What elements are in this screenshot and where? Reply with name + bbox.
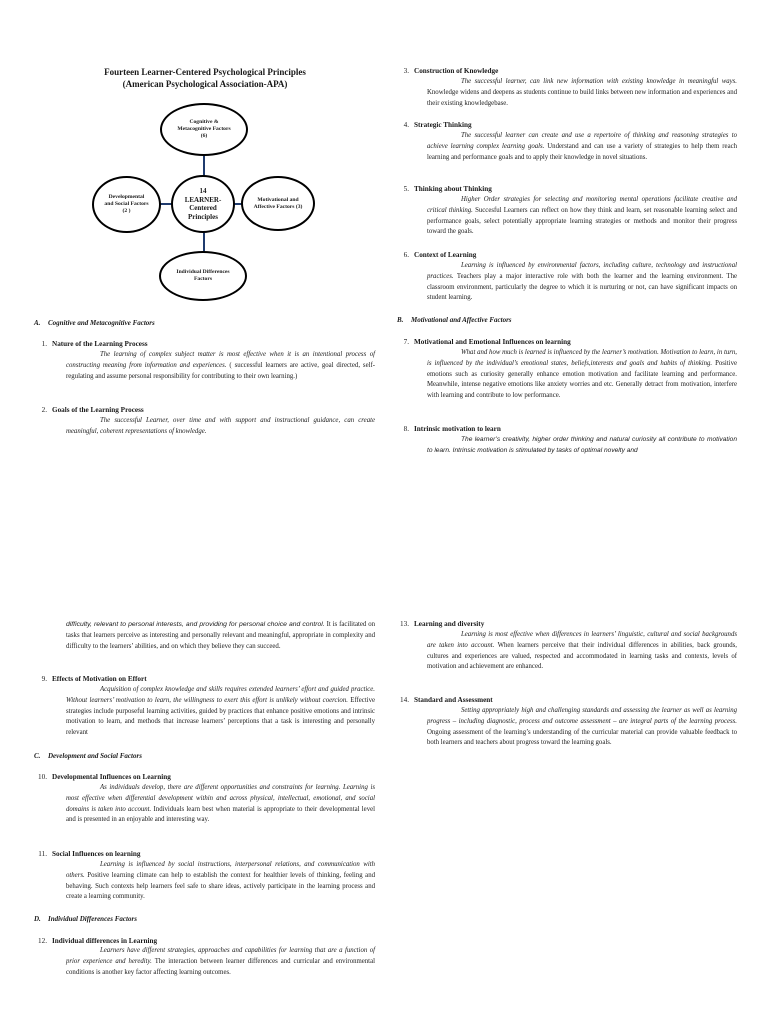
principle-12-text: The interaction between learner differences and curricular and environmental conditions is another key factor affecting learning outcomes. <box>66 957 375 976</box>
section-c-heading <box>34 751 142 761</box>
principle-7-heading <box>391 337 571 347</box>
principle-12-title: Individual differences in Learning <box>52 937 158 945</box>
section-b-heading <box>397 315 512 325</box>
principle-14-title: Standard and Assessment <box>414 696 493 704</box>
principle-4-text: Understand and can use a variety of strategies to help them reach learning and performance goals and to apply their knowledge in novel situations. <box>427 142 738 161</box>
principle-4-italic: The successful learner can create and use a repertoire of thinking and reasoning strategies to achieve learning complex learning goals. <box>427 132 737 150</box>
principle-5-body <box>427 195 737 238</box>
node-motivational <box>241 176 315 231</box>
principle-8-continued <box>66 620 375 652</box>
principle-6-number: 6. <box>403 251 409 259</box>
section-c-letter: C. <box>34 752 41 760</box>
principle-5-heading <box>391 184 492 194</box>
section-b-letter: B. <box>397 316 404 324</box>
section-c-title: Development and Social Factors <box>48 752 142 760</box>
principle-12-heading <box>29 936 157 946</box>
principle-2-number: 2. <box>41 406 47 414</box>
principle-9-title: Effects of Motivation on Effort <box>52 675 147 683</box>
principle-9-body <box>66 685 375 739</box>
principle-4-heading <box>391 120 472 130</box>
node-cognitive <box>160 103 248 156</box>
principle-13-italic: Learning is most effective when differences in learners’ linguistic, cultural and social backgrounds are taken into account. <box>427 631 737 649</box>
principle-1-italic: The learning of complex subject matter is most effective when it is an intentional process of constructing meaning from information and experiences. <box>66 351 375 369</box>
principle-8-heading <box>391 424 501 434</box>
node-cognitive-label: Cognitive & Metacognitive Factors (6) <box>177 119 231 139</box>
principle-1-body <box>66 350 375 382</box>
principle-8-body <box>427 435 737 457</box>
principle-13-number: 13. <box>400 620 409 628</box>
principle-1-number: 1. <box>41 340 47 348</box>
principle-3-italic: The successful learner, can link new information with existing knowledge in meaningful ways. <box>461 78 737 85</box>
principle-14-number: 14. <box>400 696 409 704</box>
principle-11-title: Social Influences on learning <box>52 850 141 858</box>
section-d-title: Individual Differences Factors <box>48 915 137 923</box>
principle-10-body <box>66 783 375 826</box>
principle-7-italic: What and how much is learned is influenced by the learner’s motivation. Motivation to learn, in turn, is influenced by the individual’s emotional states, beliefs,interests and goals and habits of thinking. <box>427 349 737 367</box>
principle-8-continued-italic: difficulty, relevant to personal interests, and providing for personal choice and control. <box>66 621 325 628</box>
principle-8-italic: The learner’s creativity, higher order thinking and natural curiosity all contribute to motivation to learn. Intrinsic motivation is stimulated by tasks of optimal novelty and <box>427 436 737 454</box>
principle-6-italic: Learning is influenced by environmental factors, including culture, technology and instructional practices. <box>427 262 737 280</box>
principle-11-italic: Learning is influenced by social instructions, interpersonal relations, and communication with others. <box>66 861 375 879</box>
principle-7-title: Motivational and Emotional Influences on learning <box>414 338 571 346</box>
node-motivational-label: Motivational and Affective Factors (3) <box>253 196 303 210</box>
node-center-number: 14 <box>199 187 207 195</box>
principle-12-number: 12. <box>38 937 47 945</box>
principle-10-italic: As individuals develop, there are different opportunities and constraints for learning. Learning is most effective when differential development within and across physical, intellectual, emotional, and social domains is taken into account. <box>66 784 375 813</box>
principle-2-body <box>66 416 375 438</box>
principle-9-number: 9. <box>41 675 47 683</box>
principle-13-title: Learning and diversity <box>414 620 485 628</box>
node-center <box>171 175 235 233</box>
principle-8-number: 8. <box>403 425 409 433</box>
principle-3-body <box>427 77 737 109</box>
principle-14-italic: Setting appropriately high and challenging standards and assessing the learner as well as learning progress – including diagnostic, process and outcome assessment – are integral parts of the learning process. <box>427 707 737 725</box>
principle-3-number: 3. <box>403 67 409 75</box>
principle-12-italic: Learners have different strategies, approaches and capabilities for learning that are a function of prior experience and heredity. <box>66 947 375 965</box>
section-d-letter: D. <box>34 915 41 923</box>
principle-1-heading <box>29 339 148 349</box>
principle-8-continued-text: It is facilitated on tasks that learners perceive as interesting and personally relevant and meaningful, appropriate in complexity and difficulty to the learners’ abilities, and on which they believe they can succeed. <box>66 621 375 650</box>
principle-1-title: Nature of the Learning Process <box>52 340 148 348</box>
principle-11-text: Positive learning climate can help to establish the context for healthier levels of thinking, feeling and behaving. Such contexts help learners feel safe to share ideas, actively participate in the learning process and create a learning community. <box>66 871 375 901</box>
principle-12-body <box>66 946 375 978</box>
principle-9-heading <box>29 674 147 684</box>
principle-6-title: Context of Learning <box>414 251 477 259</box>
section-a-letter: A. <box>34 319 41 327</box>
principle-6-body <box>427 261 737 304</box>
title-line-1: Fourteen Learner-Centered Psychological Principles <box>104 67 306 77</box>
principle-14-body <box>427 706 737 749</box>
principle-4-body <box>427 131 737 163</box>
node-individual <box>159 251 247 301</box>
principle-2-title: Goals of the Learning Process <box>52 406 144 414</box>
principle-11-number: 11. <box>38 850 47 858</box>
principle-1-text: ( successful learners are active, goal directed, self-regulating and assume personal responsibility for contributing to their own learning.) <box>66 361 375 380</box>
principle-13-text: When learners perceive that their individual differences in abilities, back grounds, cultures and experiences are valued, respected and accommodated in learning tasks and contexts, levels of motivation and achievement are enhanced. <box>427 641 737 671</box>
principle-5-text: Succesful Learners can reflect on how they think and learn, set reasonable learning select and performance goals, select potentially appropriate learning strategies or methods and monitor their progress toward the goals. <box>427 206 737 236</box>
principle-9-italic: Acquisition of complex knowledge and skills requires extended learners’ effort and guided practice. Without learners’ motivation to learn, the willingness to exert this effort is unlikely without coercion. <box>66 686 375 704</box>
section-a-heading <box>34 318 155 328</box>
principle-7-number: 7. <box>403 338 409 346</box>
section-d-heading <box>34 914 137 924</box>
principle-13-heading <box>391 619 484 629</box>
principle-2-italic: The successful Learner, over time and with support and instructional guidance, can create meaningful, coherent representations of knowledge. <box>66 417 375 435</box>
principle-5-title: Thinking about Thinking <box>414 185 492 193</box>
node-center-label: LEARNER-Centered Principles <box>184 195 222 221</box>
principle-6-heading <box>391 250 476 260</box>
principle-7-body <box>427 348 737 402</box>
principle-4-number: 4. <box>403 121 409 129</box>
principle-10-text: Individuals learn best when material is appropriate to their developmental level and is presented in an enjoyable and interesting way. <box>66 805 375 824</box>
section-a-title: Cognitive and Metacognitive Factors <box>48 319 155 327</box>
section-b-title: Motivational and Affective Factors <box>411 316 512 324</box>
principle-3-title: Construction of Knowledge <box>414 67 499 75</box>
principle-11-heading <box>29 849 140 859</box>
principle-8-title: Intrinsic motivation to learn <box>414 425 501 433</box>
principle-7-text: Positive emotions such as curiosity generally enhance emotion motivation and facilitate learning and performance. Meanwhile, intense negative emotions like anxiety worries and etc. Generally detract from motivation, interfere with learning and contribute to low performance. <box>427 359 737 400</box>
principle-11-body <box>66 860 375 903</box>
principle-2-heading <box>29 405 144 415</box>
principle-5-italic: Higher Order strategies for selecting and monitoring mental operations facilitate creative and critical thinking. <box>427 196 737 214</box>
principle-3-heading <box>391 66 498 76</box>
principle-10-number: 10. <box>38 773 47 781</box>
principle-13-body <box>427 630 737 673</box>
principle-10-title: Developmental Influences on Learning <box>52 773 171 781</box>
principle-14-heading <box>391 695 493 705</box>
principle-14-text: Ongoing assessment of the learning’s understanding of the curricular material can provide valuable feedback to both learners and teachers about progress toward the learning goals. <box>427 728 737 747</box>
principle-10-heading <box>29 772 171 782</box>
principle-9-text: Effective strategies include purposeful learning activities, guided by practices that enhance positive emotions and intrinsic motivation to learn, and methods that increase learners’ perceptions that a task is interesting and personally relevant <box>66 696 376 737</box>
title-line-2: (American Psychological Association-APA) <box>122 79 288 89</box>
principle-4-title: Strategic Thinking <box>414 121 472 129</box>
principle-3-text: Knowledge widens and deepens as students continue to build links between new information and experiences and their existing knowledgebase. <box>427 88 737 107</box>
principle-6-text: Teachers play a major interactive role with both the learner and the learning environment. The classroom environment, particularly the degree to which it is nurturing or not, can have significant impacts on student learning. <box>427 272 737 302</box>
node-individual-label: Individual Differences Factors <box>176 269 230 282</box>
node-developmental <box>92 176 161 233</box>
principle-5-number: 5. <box>403 185 409 193</box>
node-developmental-label: Developmental and Social Factors (2 ) <box>104 194 149 214</box>
